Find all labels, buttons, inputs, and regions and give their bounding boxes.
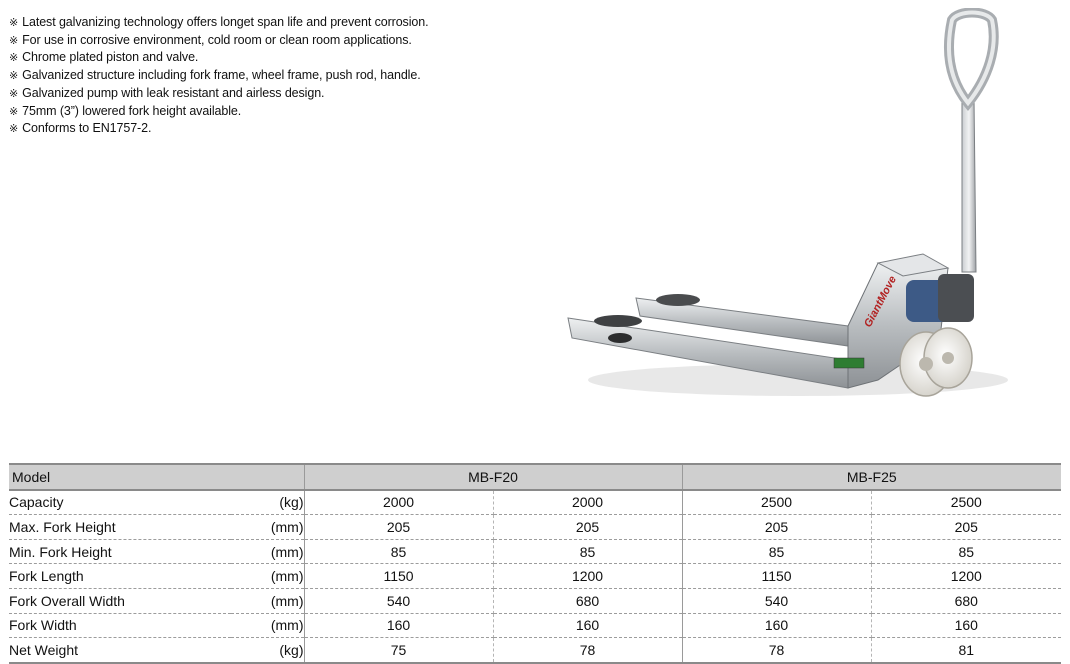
feature-item xyxy=(9,14,428,32)
pallet-truck-image xyxy=(548,8,1008,413)
table-row xyxy=(9,490,1061,515)
table-row xyxy=(9,638,1061,663)
row-label: Net Weight xyxy=(9,638,231,663)
table-cell: 1150 xyxy=(682,564,871,589)
feature-text: Latest galvanizing technology offers longet span life and prevent corrosion. xyxy=(22,15,429,29)
table-cell: 680 xyxy=(871,588,1061,613)
row-label: Fork Width xyxy=(9,613,231,638)
row-unit: (kg) xyxy=(231,490,304,515)
brand-logo: GiantMove xyxy=(862,274,900,330)
reference-mark-icon: ※ xyxy=(9,52,19,65)
feature-item xyxy=(9,67,428,85)
table-cell: 81 xyxy=(871,638,1061,663)
reference-mark-icon: ※ xyxy=(9,105,19,118)
table-row xyxy=(9,588,1061,613)
feature-item xyxy=(9,85,428,103)
reference-mark-icon: ※ xyxy=(9,17,19,29)
table-cell: 160 xyxy=(682,613,871,638)
table-cell: 205 xyxy=(871,515,1061,540)
row-label: Fork Length xyxy=(9,564,231,589)
table-cell: 2000 xyxy=(304,490,493,515)
row-unit: (kg) xyxy=(231,638,304,663)
row-label: Max. Fork Height xyxy=(9,515,231,540)
feature-item xyxy=(9,49,428,67)
table-cell: 2500 xyxy=(682,490,871,515)
model-group-header: MB-F25 xyxy=(682,464,1061,490)
table-row xyxy=(9,564,1061,589)
row-unit: (mm) xyxy=(231,515,304,540)
reference-mark-icon: ※ xyxy=(9,123,19,136)
feature-list xyxy=(9,14,428,138)
table-cell: 205 xyxy=(304,515,493,540)
spec-table xyxy=(9,463,1061,664)
feature-text: Galvanized pump with leak resistant and airless design. xyxy=(22,85,325,100)
feature-text: Chrome plated piston and valve. xyxy=(22,50,199,65)
table-cell: 1200 xyxy=(493,564,682,589)
table-row xyxy=(9,539,1061,564)
feature-item xyxy=(9,32,428,50)
table-cell: 78 xyxy=(493,638,682,663)
model-group-header: MB-F20 xyxy=(304,464,682,490)
row-label: Min. Fork Height xyxy=(9,539,231,564)
feature-text: 75mm (3”) lowered fork height available. xyxy=(22,103,242,118)
table-cell: 2000 xyxy=(493,490,682,515)
table-cell: 680 xyxy=(493,588,682,613)
table-cell: 78 xyxy=(682,638,871,663)
table-cell: 85 xyxy=(493,539,682,564)
row-label: Fork Overall Width xyxy=(9,588,231,613)
table-cell: 540 xyxy=(682,588,871,613)
table-cell: 85 xyxy=(871,539,1061,564)
table-cell: 160 xyxy=(493,613,682,638)
table-cell: 205 xyxy=(493,515,682,540)
row-unit: (mm) xyxy=(231,539,304,564)
reference-mark-icon: ※ xyxy=(9,70,19,83)
row-unit: (mm) xyxy=(231,613,304,638)
table-cell: 85 xyxy=(304,539,493,564)
table-cell: 1150 xyxy=(304,564,493,589)
table-cell: 1200 xyxy=(871,564,1061,589)
table-cell: 2500 xyxy=(871,490,1061,515)
model-header: Model xyxy=(9,464,304,490)
table-row xyxy=(9,515,1061,540)
table-cell: 75 xyxy=(304,638,493,663)
row-unit: (mm) xyxy=(231,588,304,613)
feature-item xyxy=(9,120,428,138)
table-cell: 205 xyxy=(682,515,871,540)
table-cell: 160 xyxy=(871,613,1061,638)
row-label: Capacity xyxy=(9,490,231,515)
table-header-row xyxy=(9,464,1061,490)
table-cell: 540 xyxy=(304,588,493,613)
feature-text: For use in corrosive environment, cold room or clean room applications. xyxy=(22,32,412,47)
feature-item xyxy=(9,103,428,121)
row-unit: (mm) xyxy=(231,564,304,589)
table-cell: 160 xyxy=(304,613,493,638)
reference-mark-icon: ※ xyxy=(9,34,19,47)
reference-mark-icon: ※ xyxy=(9,87,19,100)
feature-text: Conforms to EN1757-2. xyxy=(22,121,152,136)
table-row xyxy=(9,613,1061,638)
table-cell: 85 xyxy=(682,539,871,564)
feature-text: Galvanized structure including fork frame, wheel frame, push rod, handle. xyxy=(22,68,421,83)
